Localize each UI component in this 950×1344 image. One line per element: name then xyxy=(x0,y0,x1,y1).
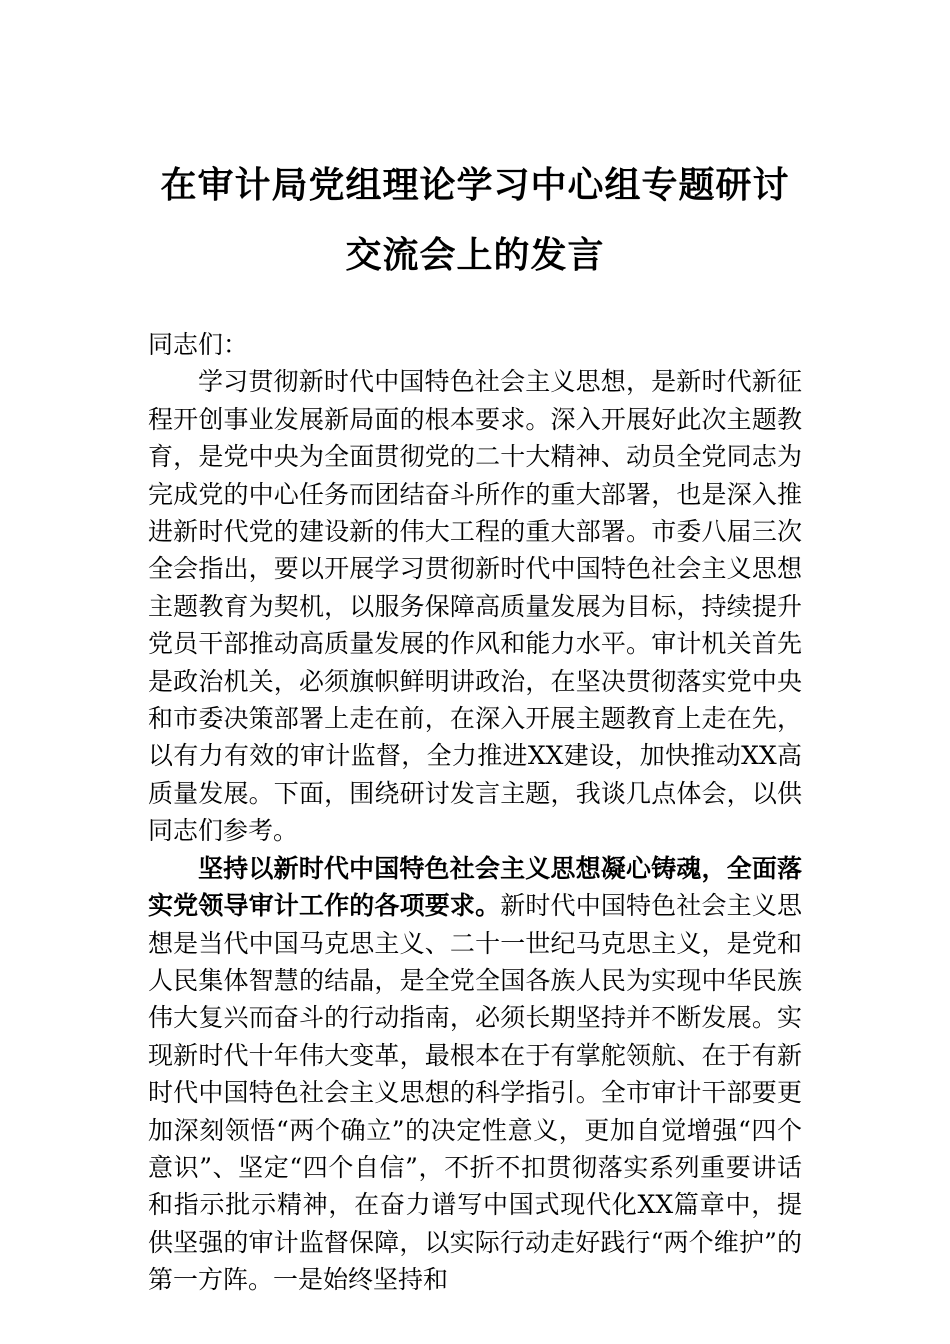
document-body xyxy=(148,326,802,1299)
paragraph-text: 新时代中国特色社会主义思想是当代中国马克思主义、二十一世纪马克思主义，是党和人民集体智慧的结晶，是全党全国各族人民为实现中华民族伟大复兴而奋斗的行动指南，必须长期坚持并不断发展。实现新时代十年伟大变革，最根本在于有掌舵领航、在于有新时代中国特色社会主义思想的科学指引。全市审计干部要更加深刻领悟“两个确立”的决定性意义，更加自觉增强“四个意识”、坚定“四个自信”，不折不扣贯彻落实系列重要讲话和指示批示精神，在奋力谱写中国式现代化XX篇章中，提供坚强的审计监督保障，以实际行动走好践行“两个维护”的第一方阵。一是始终坚持和 xyxy=(148,891,802,1295)
document-title: 在审计局党组理论学习中心组专题研讨交流会上的发言 xyxy=(160,164,790,276)
paragraph-intro xyxy=(148,363,802,849)
paragraph-text: 学习贯彻新时代中国特色社会主义思想，是新时代新征程开创事业发展新局面的根本要求。深入开展好此次主题教育，是党中央为全面贯彻党的二十大精神、动员全党同志为完成党的中心任务而团结奋斗所作的重大部署，也是深入推进新时代党的建设新的伟大工程的重大部署。市委八届三次全会指出，要以开展学习贯彻新时代中国特色社会主义思想主题教育为契机，以服务保障高质量发展为目标，持续提升党员干部推动高质量发展的作风和能力水平。审计机关首先是政治机关，必须旗帜鲜明讲政治，在坚决贯彻落实党中央和市委决策部署上走在前，在深入开展主题教育上走在先，以有力有效的审计监督，全力推进XX建设，加快推动XX高质量发展。下面，围绕研讨发言主题，我谈几点体会，以供同志们参考。 xyxy=(148,367,802,846)
paragraph-point-one xyxy=(148,850,802,1299)
salutation: 同志们： xyxy=(148,330,249,359)
paragraph-bold-lead: 坚持以新时代中国特色社会主义思想凝心铸魂，全面落实党领导审计工作的各项要求。 xyxy=(148,853,802,921)
